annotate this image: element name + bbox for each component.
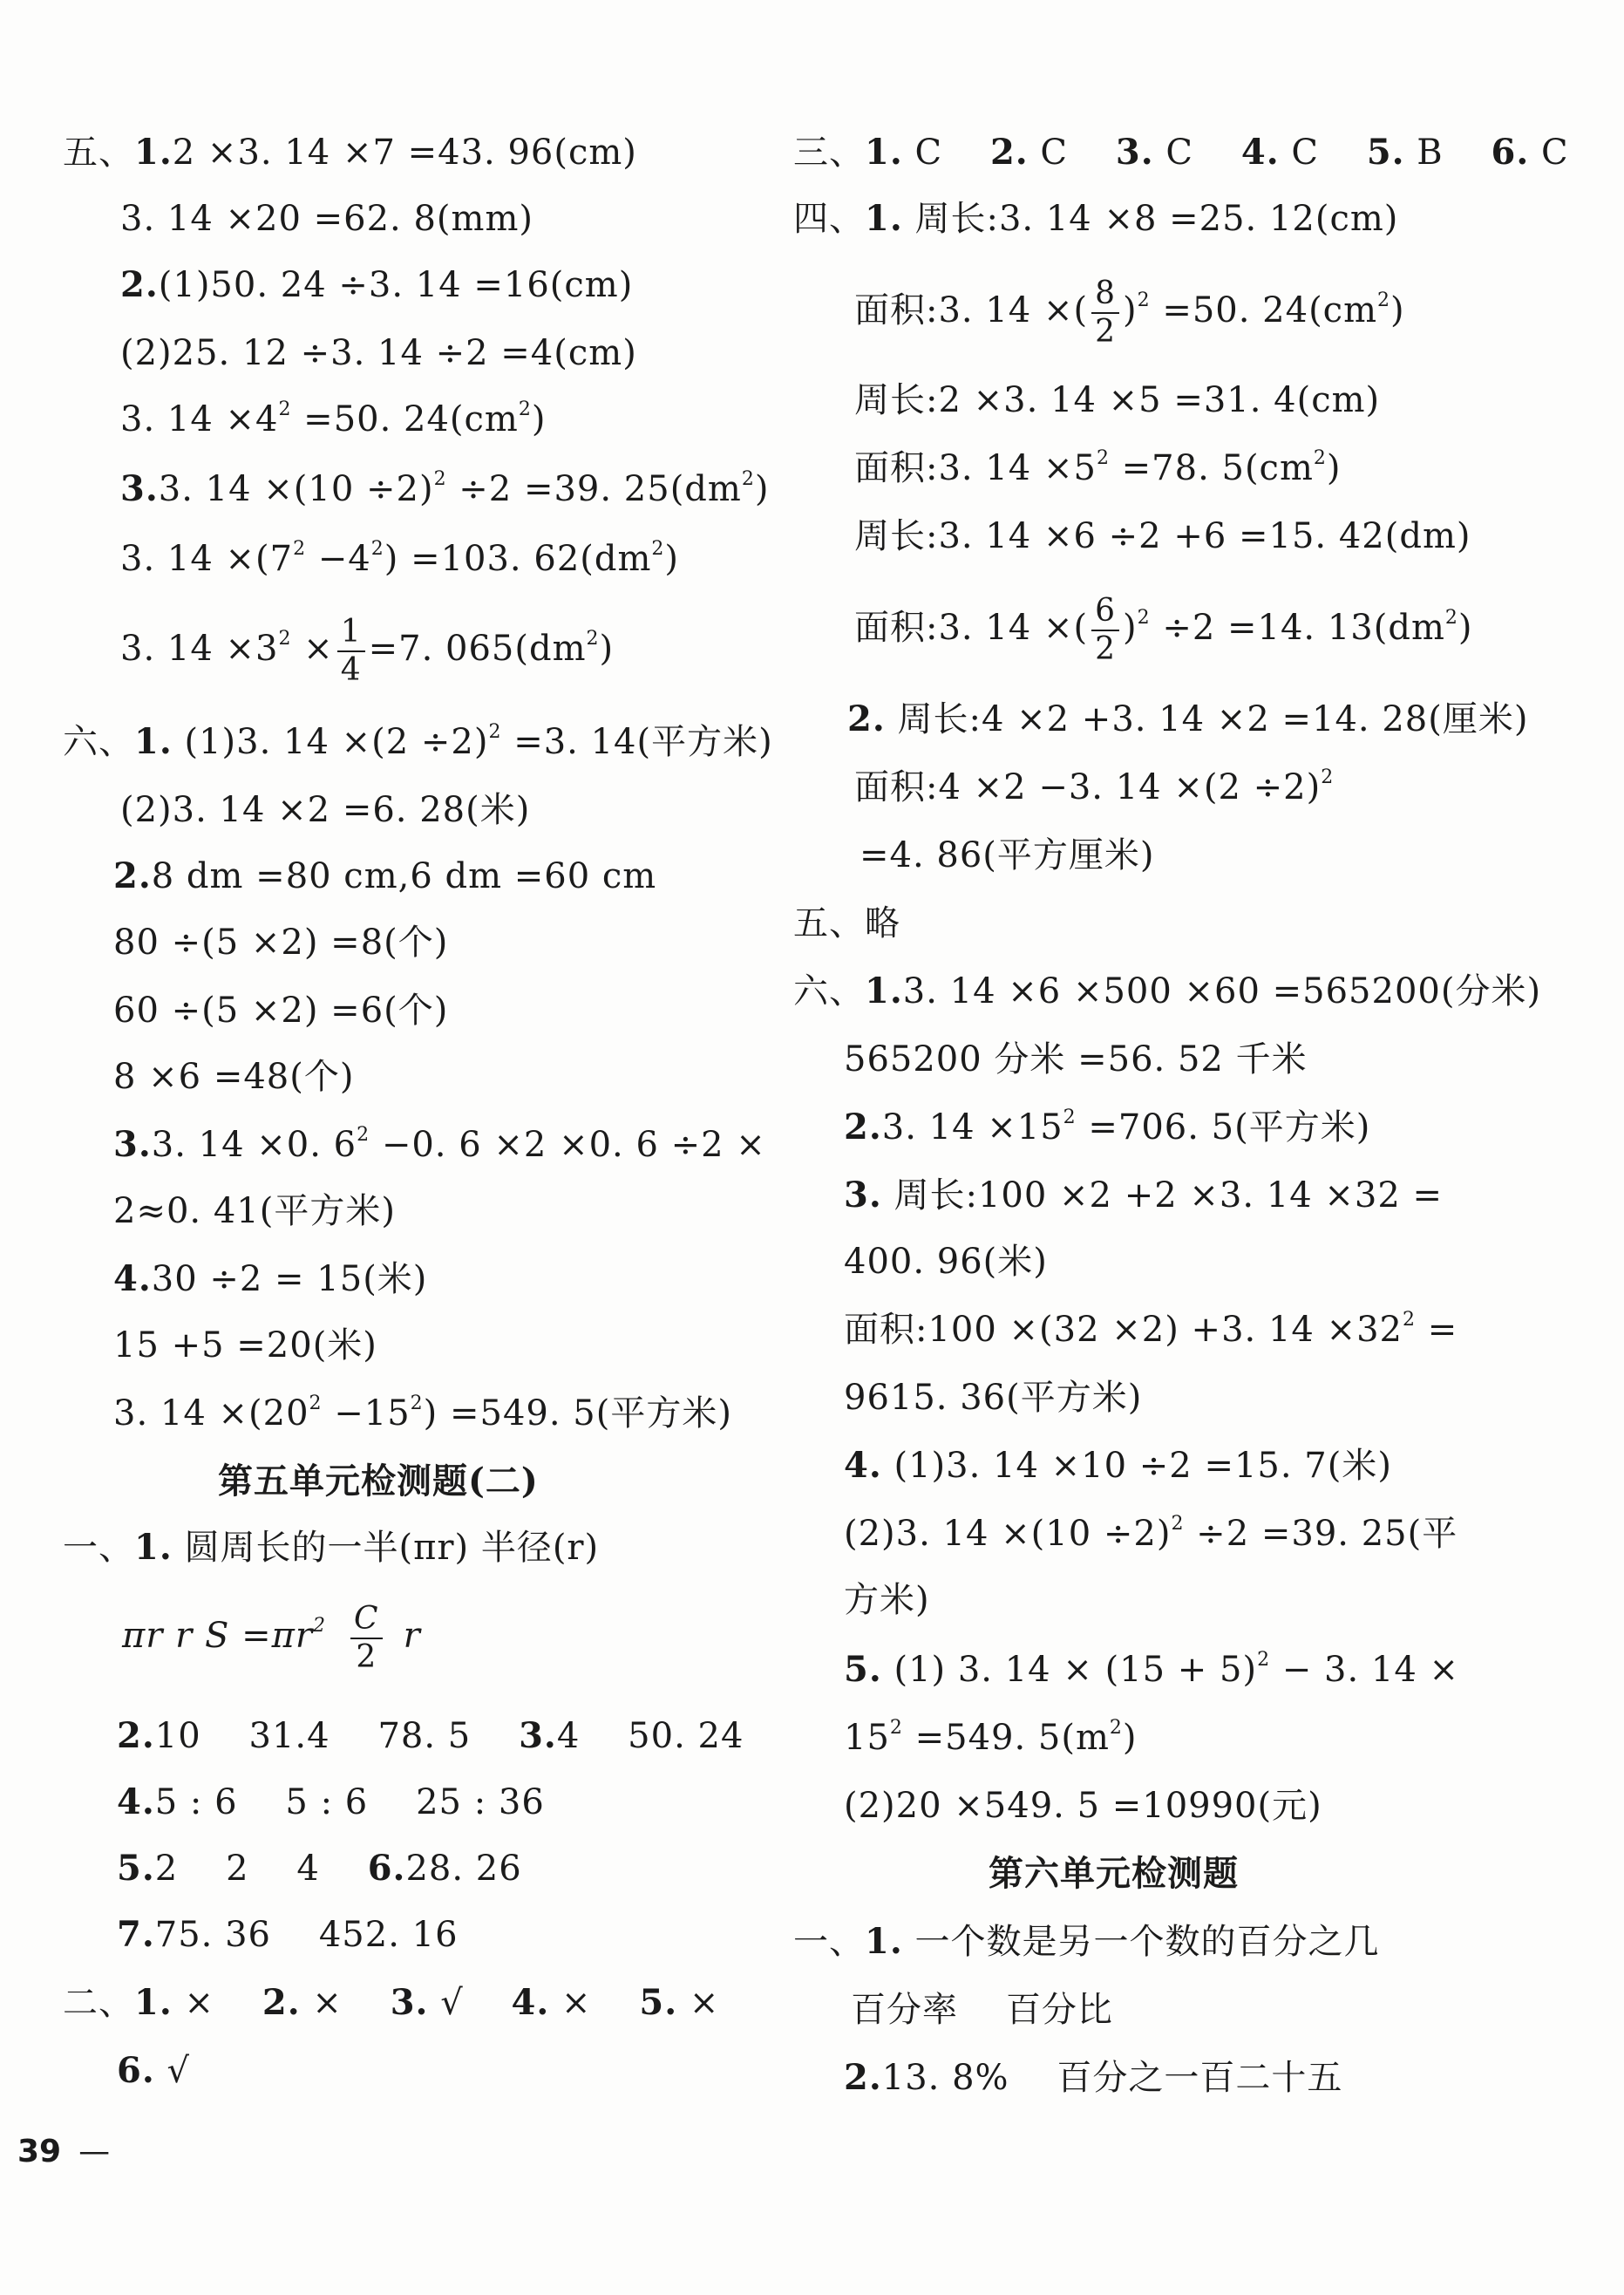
right-line-4-6: 面积:3. 14 ×( $\frac{6}{2}$ )$^2$ ÷2 =14. $13(dm^2)$ (854, 593, 1473, 667)
right-line-5-1: 五、略 (793, 903, 900, 943)
right-line-6-9: (2)3. $14 \times(10 \div 2)^2 \div 2 =39$. 25(平 (844, 1513, 1458, 1554)
right-line-6-13: (2)20 ×549. 5 =10990(元) (844, 1786, 1322, 1826)
right-line-6-1: 六、1.3. 14 ×6 ×500 ×60 =565200(分米) (793, 970, 1542, 1011)
fraction: $\frac{6}{2}$ (1091, 593, 1119, 668)
right-line-4-8: 面积:4 ×2 −3. $14 \times(2 \div 2)^2$ (854, 766, 1335, 807)
right-line-6-5: 400. 96(米) (844, 1242, 1048, 1282)
left-line-t1-5: 5.2 2 4 6.28. 26 (117, 1848, 522, 1889)
left-line-6-2: (2)3. 14 ×2 =6. 28(米) (120, 790, 531, 830)
page-number: 39 — (17, 2134, 111, 2169)
right-line-4-9: =4. 86(平方厘米) (860, 835, 1155, 875)
left-line-t1-3: 2.10 31.4 78. 5 3.4 50. 24 (117, 1715, 744, 1756)
left-line-t1-2: πr r $S =\pi r^2$ $\frac{C}{2}$ r (122, 1601, 421, 1675)
right-line-6-8: 4. (1)3. 14 ×10 ÷2 =15. 7(米) (844, 1445, 1392, 1486)
fraction: $\frac{C}{2}$ (350, 1601, 383, 1676)
right-line-4-1: 四、1. 周长:3. 14 ×8 =25. 12(cm) (793, 198, 1399, 239)
right-line-7-1: 一、1. 一个数是另一个数的百分之几 (793, 1921, 1380, 1962)
right-line-4-5: 周长:3. 14 ×6 ÷2 +6 =15. 42(dm) (854, 516, 1471, 556)
right-line-7-3: 2.13. 8% 百分之一百二十五 (844, 2057, 1343, 2098)
left-line-5-3: 2.(1)50. 24 ÷3. 14 =16(cm) (120, 264, 634, 305)
left-line-6-8: 2≈0. 41(平方米) (113, 1191, 396, 1231)
left-line-6-1: 六、1. (1)3. $14 \times(2 \div 2)^2 =3$. 14(平方米) (63, 721, 773, 762)
heading-unit5-test2: 第五单元检测题(二) (218, 1461, 539, 1502)
heading-unit6-test: 第六单元检测题 (989, 1853, 1239, 1894)
right-line-4-2: 面积:3. 14 ×( $\frac{8}{2}$ )$^2$ =50. $24(cm^2)$ (854, 276, 1405, 350)
left-line-6-11: 3. $14 \times(20^2 -15^2) =549$. 5(平方米) (113, 1393, 732, 1434)
right-line-6-6: 面积:100 ×(32 ×2) +3. $14 \times 32^2$ = (844, 1309, 1458, 1350)
right-line-6-3: 2.3. $14 \times 15^2 =706$. 5(平方米) (844, 1107, 1371, 1148)
left-line-6-3: 2.8 dm =80 cm,6 dm =60 cm (113, 855, 657, 896)
left-line-5-2: 3. 14 ×20 =62. 8(mm) (120, 199, 533, 239)
fraction: $\frac{8}{2}$ (1091, 276, 1119, 351)
left-line-t1-4: 4.5 : 6 5 : 6 25 : 36 (117, 1781, 545, 1822)
left-line-5-6: 3.3. $14 \times(10 \div 2)^2 \div 2 =39$. $25(dm^2)$ (120, 468, 770, 509)
left-line-t1-1: 一、1. 圆周长的一半(πr) 半径(r) (63, 1527, 600, 1568)
right-line-4-7: 2. 周长:4 ×2 +3. 14 ×2 =14. 28(厘米) (847, 698, 1529, 739)
right-line-6-12: $15^2 =549$. $5(m^2)$ (844, 1717, 1138, 1758)
right-line-6-7: 9615. 36(平方米) (844, 1378, 1143, 1418)
fraction: $\frac{1}{4}$ (337, 614, 365, 689)
left-line-t2-1: 二、1. × 2. × 3. √ 4. × 5. × (63, 1982, 720, 2023)
left-line-6-7: 3.3. 14 ×0. $6^2 -0$. 6 ×2 ×0. 6 ÷2 × (113, 1124, 766, 1165)
left-line-5-5: 3. $14 \times 4^2 =50$. $24(cm^2)$ (120, 398, 547, 439)
right-line-3-1: 三、1. C 2. C 3. C 4. C 5. B 6. C (793, 132, 1569, 173)
right-line-6-4: 3. 周长:100 ×2 +2 ×3. 14 ×32 = (844, 1175, 1444, 1216)
right-line-6-2: 565200 分米 =56. 52 千米 (844, 1039, 1308, 1079)
right-line-6-11: 5. (1) 3. $14 \times (15 + 5)^2 - 3$. 14 × (844, 1649, 1460, 1690)
right-line-6-10: 方米) (844, 1580, 930, 1620)
left-line-5-7: 3. $14 \times(7^2 -4^2) =103$. $62(dm^2)$ (120, 538, 680, 579)
left-line-t2-2: 6. √ (117, 2050, 190, 2091)
left-line-6-6: 8 ×6 =48(个) (113, 1057, 355, 1097)
left-line-5-1: 五、1.2 ×3. 14 ×7 =43. 96(cm) (63, 132, 637, 173)
right-line-7-2: 百分率 百分比 (851, 1990, 1113, 2030)
left-line-6-5: 60 ÷(5 ×2) =6(个) (113, 991, 449, 1031)
right-line-4-4: 面积:3. $14 \times 5^2 =78$. $5(cm^2)$ (854, 447, 1342, 488)
left-line-6-9: 4.30 ÷2 = 15(米) (113, 1258, 428, 1299)
left-line-5-4: (2)25. 12 ÷3. 14 ÷2 =4(cm) (120, 333, 637, 373)
left-line-t1-6: 7.75. 36 452. 16 (117, 1914, 459, 1955)
left-line-6-4: 80 ÷(5 ×2) =8(个) (113, 923, 449, 963)
right-line-4-3: 周长:2 ×3. 14 ×5 =31. 4(cm) (854, 380, 1381, 420)
left-line-5-8: 3. $14 \times 3^2$ × $\frac{1}{4}$ =7. $065(dm^2)$ (120, 614, 615, 688)
left-line-6-10: 15 +5 =20(米) (113, 1325, 377, 1365)
